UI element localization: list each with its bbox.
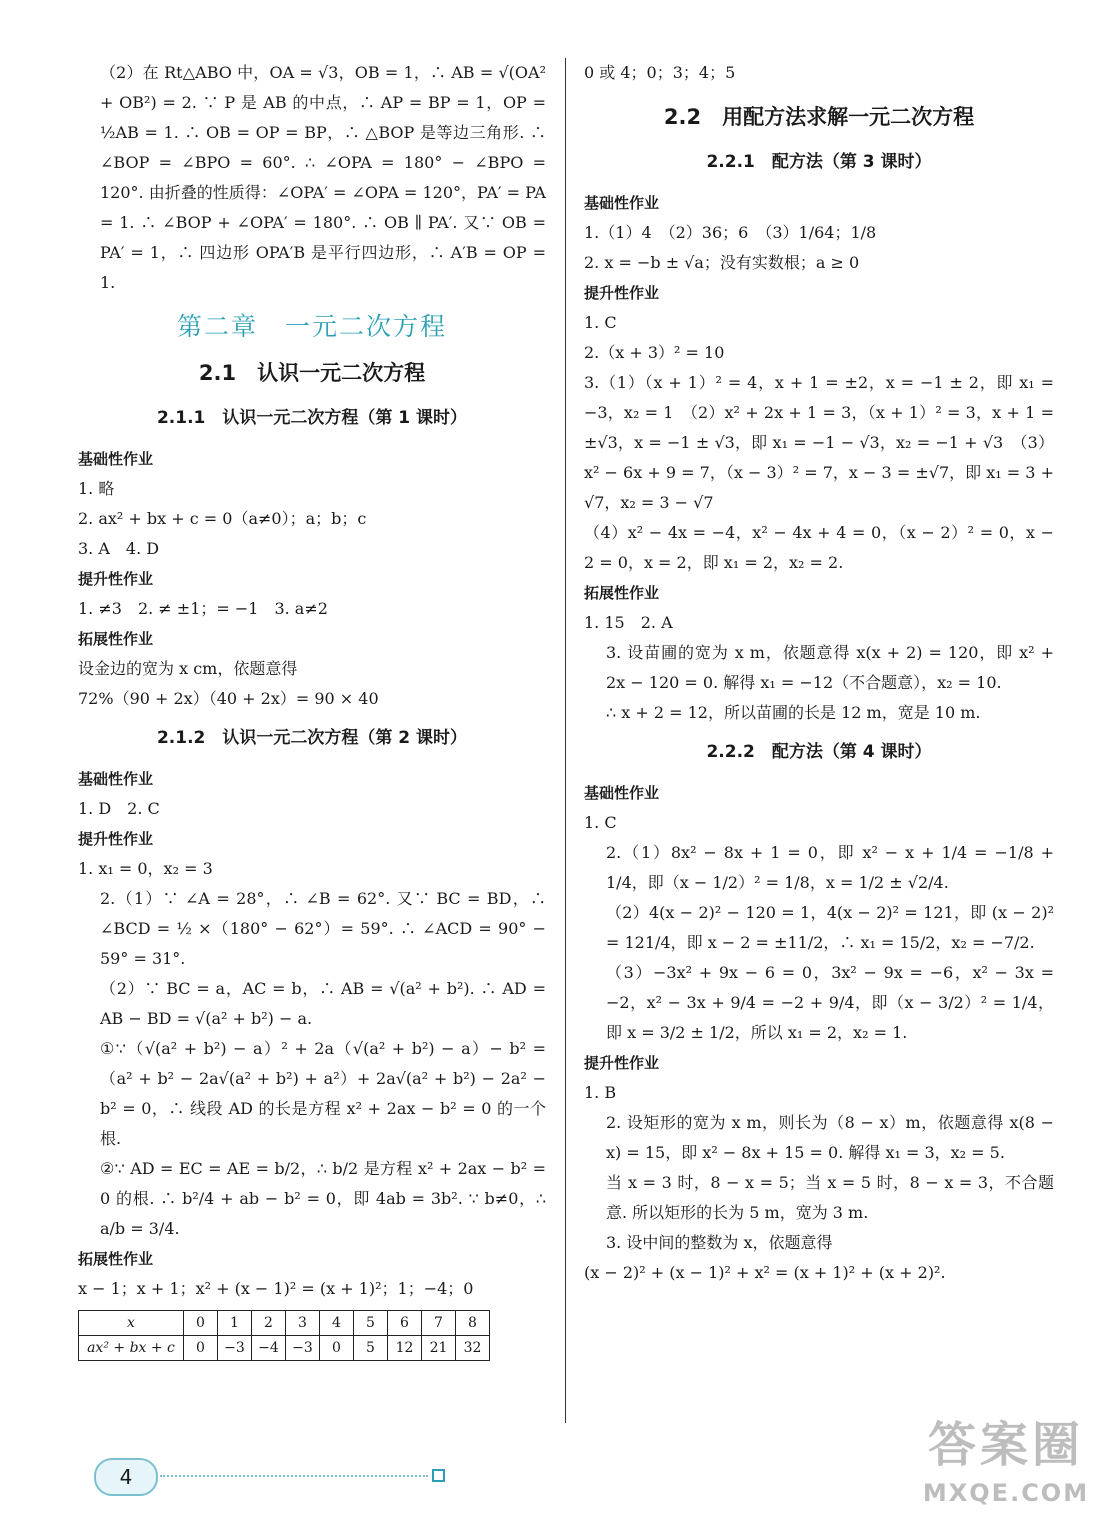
table-cell: 7 bbox=[422, 1311, 456, 1336]
answer-line: 1. D 2. C bbox=[78, 799, 160, 818]
answer-line: 2.（x + 3）² = 10 bbox=[584, 343, 725, 362]
answer-paragraph: 2.（1）8x² − 8x + 1 = 0，即 x² − x + 1/4 = −1/8 + 1/4，即（x − 1/2）² = 1/8，x = 1/2 ± √2/4. bbox=[606, 843, 1054, 892]
table-cell: 3 bbox=[286, 1311, 320, 1336]
table-cell: −4 bbox=[252, 1336, 286, 1361]
answer-line: 3. A 4. D bbox=[78, 539, 160, 558]
answer-line: (x − 2)² + (x − 1)² + x² = (x + 1)² + (x + 2)². bbox=[584, 1263, 946, 1282]
basic-homework-label: 基础性作业 bbox=[78, 450, 154, 468]
left-column bbox=[78, 58, 546, 1361]
expand-homework-label: 拓展性作业 bbox=[78, 1250, 154, 1268]
basic-homework-label: 基础性作业 bbox=[78, 770, 154, 788]
column-divider bbox=[565, 58, 566, 1423]
values-table bbox=[78, 1310, 490, 1361]
answer-paragraph: 2.（1）∵ ∠A = 28°，∴ ∠B = 62°. 又∵ BC = BD，∴ ∠BCD = ½ ×（180° − 62°）= 59°. ∴ ∠ACD = 90° − 59° = 31°. bbox=[100, 889, 546, 968]
basic-homework-label: 基础性作业 bbox=[584, 194, 660, 212]
table-cell: −3 bbox=[218, 1336, 252, 1361]
page-number: 4 bbox=[94, 1458, 158, 1496]
footer-square-icon bbox=[432, 1469, 445, 1482]
improve-homework-label: 提升性作业 bbox=[584, 1054, 660, 1072]
answer-paragraph: 3.（1）（x + 1）² = 4，x + 1 = ±2，x = −1 ± 2，即 x₁ = −3，x₂ = 1 （2）x² + 2x + 1 = 3，（x + 1）² = 3，x + 1 = ±√3，x = −1 ± √3，即 x₁ = −1 − √3，x₂ = −1 + √3 （3）x² − 6x + 9 = 7，（x − 3）² = 7，x − 3 = ±√7，即 x₁ = 3 + √7，x₂ = 3 − √7 bbox=[584, 373, 1054, 512]
answer-paragraph: （2）∵ BC = a，AC = b，∴ AB = √(a² + b²). ∴ AD = AB − BD = √(a² + b²) − a. bbox=[100, 979, 546, 1028]
table-row bbox=[79, 1336, 490, 1361]
table-cell: 6 bbox=[388, 1311, 422, 1336]
watermark-url: MXQE.COM bbox=[922, 1479, 1090, 1507]
chapter-title: 第二章 一元二次方程 bbox=[176, 312, 447, 341]
answer-line: 1. C bbox=[584, 813, 617, 832]
section-title-2-2: 2.2 用配方法求解一元二次方程 bbox=[663, 105, 975, 129]
answer-line: ∴ x + 2 = 12，所以苗圃的长是 12 m，宽是 10 m. bbox=[606, 703, 981, 722]
table-head-cell: ax² + bx + c bbox=[79, 1336, 184, 1361]
table-cell: −3 bbox=[286, 1336, 320, 1361]
answer-paragraph: ②∵ AD = EC = AE = b/2，∴ b/2 是方程 x² + 2ax − b² = 0 的根. ∴ b²/4 + ab − b² = 0，即 4ab = 3b². ∵ b≠0，∴ a/b = 3/4. bbox=[100, 1159, 546, 1238]
proof-paragraph: （2）在 Rt△ABO 中，OA = √3，OB = 1，∴ AB = √(OA² + OB²) = 2. ∵ P 是 AB 的中点，∴ AP = BP = 1，OP = ½AB = 1. ∴ OB = OP = BP，∴ △BOP 是等边三角形. ∴ ∠BOP = ∠BPO = 60°. ∴ ∠OPA = 180° − ∠BPO = 120°. 由折叠的性质得：∠OPA′ = ∠OPA = 120°，PA′ = PA = 1. ∴ ∠BOP + ∠OPA′ = 180°. ∴ OB ∥ PA′. 又∵ OB = PA′ = 1，∴ 四边形 OPA′B 是平行四边形，∴ A′B = OP = 1. bbox=[100, 63, 546, 292]
answer-line: 2. x = −b ± √a；没有实数根；a ≥ 0 bbox=[584, 253, 860, 272]
answer-paragraph: （3）−3x² + 9x − 6 = 0，3x² − 9x = −6，x² − 3x = −2，x² − 3x + 9/4 = −2 + 9/4，即（x − 3/2）² = 1/4，即 x = 3/2 ± 1/2，所以 x₁ = 2，x₂ = 1. bbox=[606, 963, 1054, 1042]
improve-homework-label: 提升性作业 bbox=[78, 830, 154, 848]
answer-line: 设金边的宽为 x cm，依题意得 bbox=[78, 659, 298, 678]
answer-line: 72%（90 + 2x）（40 + 2x）= 90 × 40 bbox=[78, 689, 379, 708]
table-row bbox=[79, 1311, 490, 1336]
answer-line: 0 或 4；0；3；4；5 bbox=[584, 63, 736, 82]
table-head-cell: x bbox=[79, 1311, 184, 1336]
answer-paragraph: 当 x = 3 时，8 − x = 5；当 x = 5 时，8 − x = 3，不合题意. 所以矩形的长为 5 m，宽为 3 m. bbox=[606, 1173, 1054, 1222]
table-cell: 12 bbox=[388, 1336, 422, 1361]
expand-homework-label: 拓展性作业 bbox=[78, 630, 154, 648]
answer-line: 1. 15 2. A bbox=[584, 613, 673, 632]
lesson-title-2-2-1: 2.2.1 配方法（第 3 课时） bbox=[706, 152, 932, 172]
table-cell: 32 bbox=[456, 1336, 490, 1361]
improve-homework-label: 提升性作业 bbox=[78, 570, 154, 588]
answer-line: x − 1；x + 1；x² + (x − 1)² = (x + 1)²；1；−4；0 bbox=[78, 1279, 474, 1298]
answer-line: 1. x₁ = 0，x₂ = 3 bbox=[78, 859, 213, 878]
table-cell: 4 bbox=[320, 1311, 354, 1336]
section-title-2-1: 2.1 认识一元二次方程 bbox=[198, 361, 426, 385]
answer-paragraph: （2）4(x − 2)² − 120 = 1，4(x − 2)² = 121，即 (x − 2)² = 121/4，即 x − 2 = ±11/2，∴ x₁ = 15/2，x₂ = −7/2. bbox=[606, 903, 1054, 952]
answer-paragraph: 3. 设苗圃的宽为 x m，依题意得 x(x + 2) = 120，即 x² + 2x − 120 = 0. 解得 x₁ = −12（不合题意），x₂ = 10. bbox=[606, 643, 1054, 692]
answer-line: 1. C bbox=[584, 313, 617, 332]
answer-paragraph: （4）x² − 4x = −4，x² − 4x + 4 = 0，（x − 2）² = 0，x − 2 = 0，x = 2，即 x₁ = 2，x₂ = 2. bbox=[584, 523, 1054, 572]
table-cell: 0 bbox=[320, 1336, 354, 1361]
basic-homework-label: 基础性作业 bbox=[584, 784, 660, 802]
lesson-title-2-2-2: 2.2.2 配方法（第 4 课时） bbox=[706, 742, 932, 762]
table-cell: 1 bbox=[218, 1311, 252, 1336]
watermark-text: 答案圈 bbox=[927, 1417, 1084, 1473]
table-cell: 21 bbox=[422, 1336, 456, 1361]
table-cell: 8 bbox=[456, 1311, 490, 1336]
answer-line: 2. ax² + bx + c = 0（a≠0）；a；b；c bbox=[78, 509, 367, 528]
answer-line: 1. ≠3 2. ≠ ±1；= −1 3. a≠2 bbox=[78, 599, 328, 618]
table-cell: 5 bbox=[354, 1311, 388, 1336]
table-cell: 0 bbox=[184, 1336, 218, 1361]
footer-dotted-line bbox=[160, 1475, 428, 1477]
improve-homework-label: 提升性作业 bbox=[584, 284, 660, 302]
answer-line: 3. 设中间的整数为 x，依题意得 bbox=[606, 1233, 833, 1252]
expand-homework-label: 拓展性作业 bbox=[584, 584, 660, 602]
watermark-logo bbox=[916, 1412, 1096, 1530]
lesson-title-2-1-1: 2.1.1 认识一元二次方程（第 1 课时） bbox=[156, 408, 468, 428]
answer-paragraph: ①∵（√(a² + b²) − a）² + 2a（√(a² + b²) − a）− b² = （a² + b² − 2a√(a² + b²) + a²）+ 2a√(a² + b²) − 2a² − b² = 0，∴ 线段 AD 的长是方程 x² + 2ax − b² = 0 的一个根. bbox=[100, 1039, 546, 1148]
answer-line: 1. B bbox=[584, 1083, 617, 1102]
right-column bbox=[584, 58, 1054, 1288]
answer-paragraph: 2. 设矩形的宽为 x m，则长为（8 − x）m，依题意得 x(8 − x) = 15，即 x² − 8x + 15 = 0. 解得 x₁ = 3，x₂ = 5. bbox=[606, 1113, 1054, 1162]
table-cell: 5 bbox=[354, 1336, 388, 1361]
answer-line: 1.（1）4 （2）36；6 （3）1/64；1/8 bbox=[584, 223, 877, 242]
table-cell: 0 bbox=[184, 1311, 218, 1336]
table-cell: 2 bbox=[252, 1311, 286, 1336]
lesson-title-2-1-2: 2.1.2 认识一元二次方程（第 2 课时） bbox=[156, 728, 468, 748]
answer-line: 1. 略 bbox=[78, 479, 115, 498]
